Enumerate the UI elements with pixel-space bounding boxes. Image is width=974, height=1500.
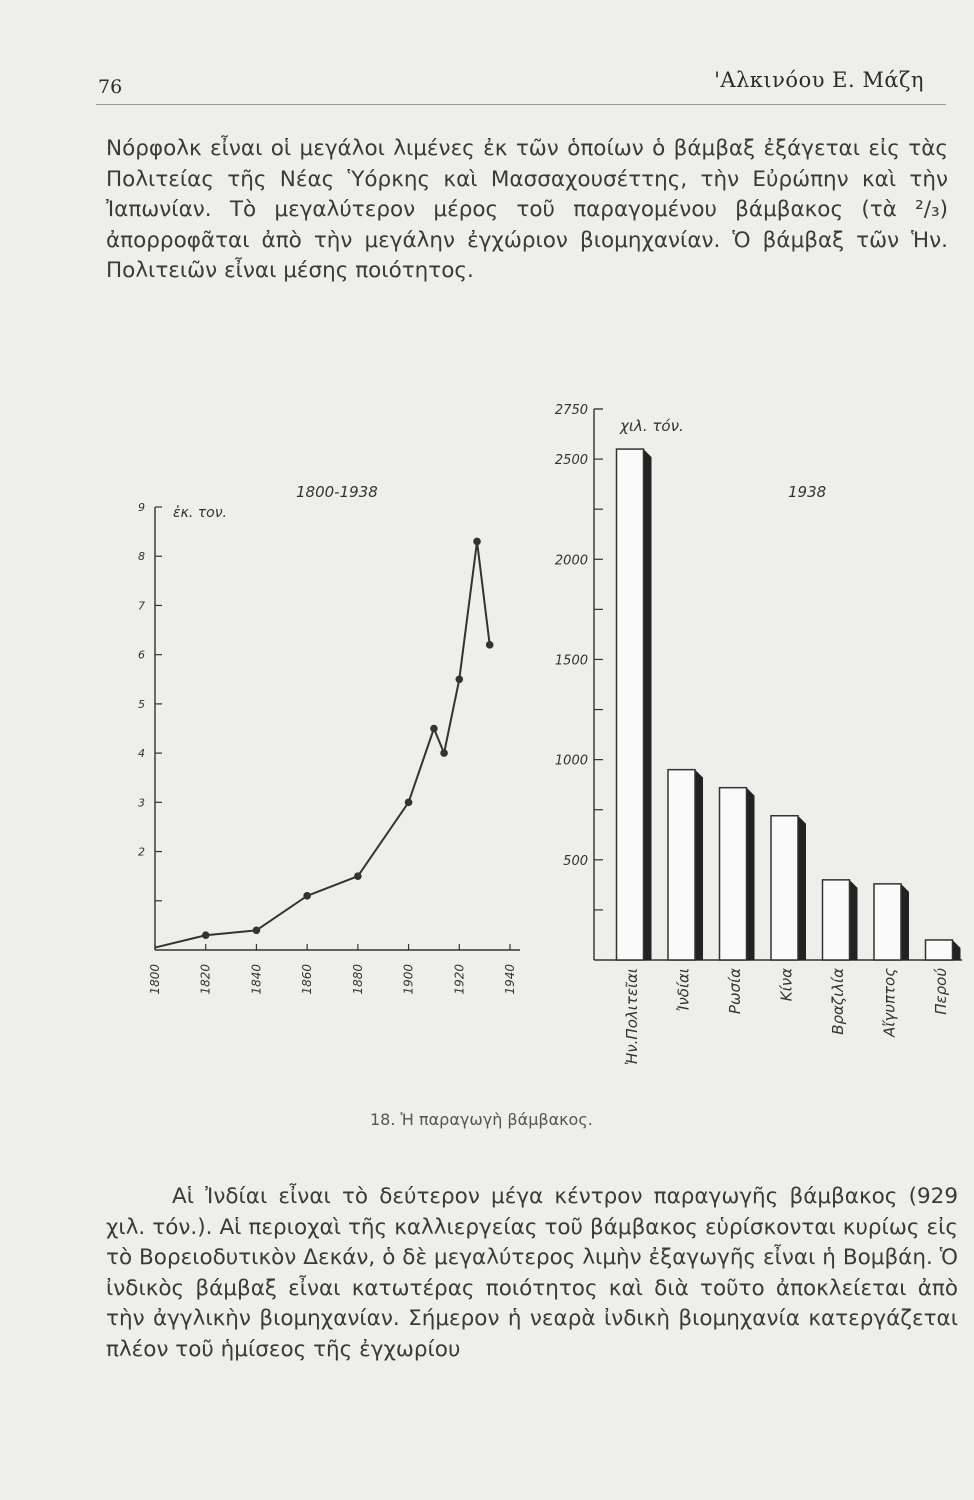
line-chart-x-tick-label: 1820 (198, 964, 213, 995)
bar-chart-bar-shadow (798, 816, 806, 960)
bar-chart-y-tick-label: 1000 (554, 753, 588, 769)
page-number: 76 (98, 76, 123, 98)
bar-chart-title: 1938 (788, 483, 827, 501)
line-chart-y-tick-label: 3 (138, 796, 145, 810)
line-chart-x-tick-label: 1860 (300, 964, 315, 995)
bar-chart-category-label: Βραζιλία (829, 968, 847, 1035)
line-chart-y-tick-label: 9 (138, 501, 145, 514)
paragraph-top: Νόρφολκ εἶναι οἱ μεγάλοι λιμένες ἐκ τῶν ὁποίων ὁ βάμβαξ ἐξάγεται εἰς τὰς Πολιτείας τῆς Νέας Ὑόρκης καὶ Μασσαχουσέττης, τὴν Εὐρώπην καὶ τὴν Ἰαπωνίαν. Τὸ μεγαλύτερον μέρος τοῦ παραγομένου βάμβακος (τὰ ²/₃) ἀπορροφᾶται ἀπὸ τὴν μεγάλην ἐγχώριον βιομηχανίαν. Ὁ βάμβαξ τῶν Ἡν. Πολιτειῶν εἶναι μέσης ποιότητος. (106, 136, 948, 283)
line-chart-x-tick-label: 1800 (148, 964, 162, 995)
line-chart-point (440, 749, 448, 757)
bar-chart-bar-shadow (953, 940, 961, 960)
bar-chart-bar-shadow (695, 770, 703, 960)
line-chart-series (155, 541, 490, 947)
line-chart-y-tick-label: 8 (138, 550, 145, 564)
line-chart-x-tick-label: 1940 (503, 964, 517, 995)
bar-chart-category-label: Ρωσία (726, 968, 744, 1015)
bar-chart-bar (617, 449, 644, 960)
line-chart-y-tick-label: 4 (138, 747, 145, 761)
line-chart-unit-label: ἑκ. τον. (173, 505, 227, 521)
line-chart-x-tick-label: 1900 (401, 964, 416, 995)
line-chart-x-tick-label: 1880 (350, 964, 365, 995)
bar-chart-bar-shadow (901, 884, 909, 960)
line-chart-point (253, 927, 261, 935)
bar-chart-bar (874, 884, 901, 960)
paragraph-bottom: Αἱ Ἰνδίαι εἶναι τὸ δεύτερον μέγα κέντρον παραγωγῆς βάμβακος (929 χιλ. τόν.). Αἱ περιοχαὶ τῆς καλλιεργείας τοῦ βάμβακος εὑρίσκονται κυρίως εἰς τὸ Βορειοδυτικὸν Δεκάν, ὁ δὲ μεγαλύτερος λιμὴν ἐξαγωγῆς εἶναι ἡ Βομβάη. Ὁ ἰνδικὸς βάμβαξ εἶναι κατωτέρας ποιότητος καὶ διὰ τοῦτο ἀποκλείεται ἀπὸ τὴν ἀγγλικὴν βιομηχανίαν. Σήμερον ἡ νεαρὰ ἰνδικὴ βιομηχανία κατεργάζεται πλέον τοῦ ἡμίσεος τῆς ἐγχωρίου (106, 1184, 958, 1362)
bar-chart-bar (926, 940, 953, 960)
figure-caption: 18. Ἡ παραγωγὴ βάμβακος. (370, 1110, 593, 1129)
line-chart-point (354, 872, 362, 880)
line-chart-point (405, 799, 413, 807)
bar-chart-bar (823, 880, 850, 960)
bar-chart-bar (720, 788, 747, 960)
line-chart-y-tick-label: 7 (138, 599, 145, 613)
line-chart-point (430, 725, 438, 733)
bar-chart-bar (668, 770, 695, 960)
line-chart-point (303, 892, 311, 900)
bar-chart-category-label: Ἰνδίαι (674, 968, 693, 1012)
line-chart-point (455, 675, 463, 683)
line-chart-x-tick-label: 1840 (249, 964, 264, 995)
bar-chart-bar (771, 816, 798, 960)
bar-chart-bar-shadow (644, 449, 652, 960)
line-chart-point (473, 538, 481, 546)
line-chart-y-tick-label: 2 (138, 845, 145, 859)
line-chart-y-tick-label: 6 (138, 648, 145, 662)
line-chart-point (202, 931, 210, 939)
bar-chart-category-label: Ἡν.Πολιτεῖαι (623, 968, 641, 1066)
bar-chart-y-tick-label: 2000 (554, 553, 588, 569)
running-head: 'Αλκινόου Ε. Μάζη (714, 68, 924, 92)
bar-chart-y-tick-label: 500 (563, 853, 588, 869)
bar-chart-bar-shadow (747, 788, 755, 960)
bar-chart-category-label: Κίνα (777, 968, 796, 1002)
bar-chart-category-label: Περού (932, 968, 950, 1015)
bar-chart-bar-shadow (850, 880, 858, 960)
line-chart-point (486, 641, 494, 649)
line-chart-title: 1800-1938 (296, 483, 378, 501)
bar-chart-category-label: Αἴγυπτος (880, 968, 899, 1037)
line-chart-y-tick-label: 5 (138, 697, 145, 711)
bar-chart-y-tick-label: 2750 (554, 403, 588, 418)
bar-chart-unit-label: χιλ. τόν. (620, 417, 684, 435)
bar-chart-y-tick-label: 1500 (554, 653, 588, 669)
line-chart-x-tick-label: 1920 (452, 964, 467, 995)
bar-chart-y-tick-label: 2500 (554, 453, 588, 469)
